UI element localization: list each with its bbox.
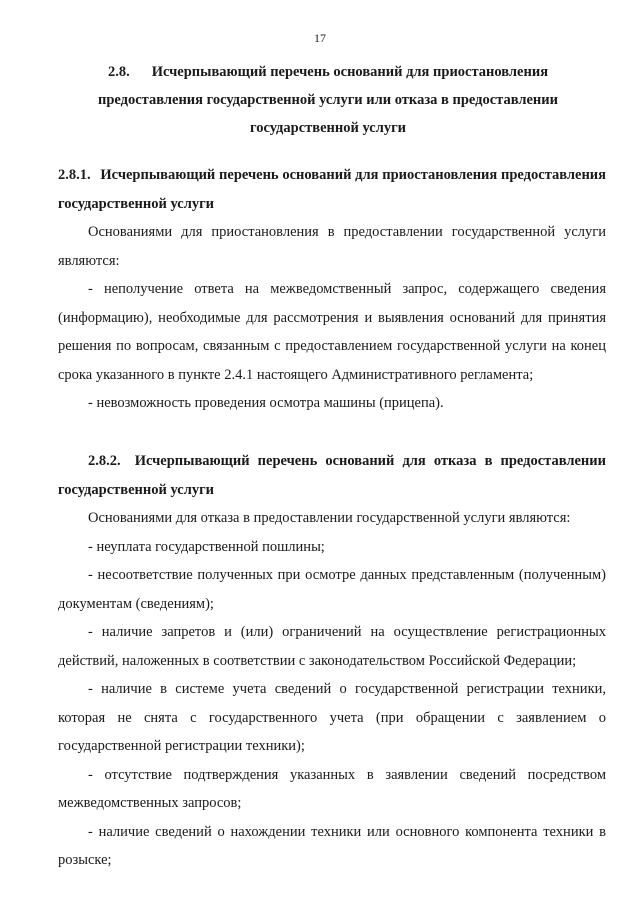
subsection-heading [58, 161, 606, 218]
list-item: - наличие сведений о нахождении техники или основного компонента техники в розыске; [58, 823, 606, 868]
list-item: - отсутствие подтверждения указанных в заявлении сведений посредством межведомственных запросов; [58, 766, 606, 811]
section-title: Исчерпывающий перечень оснований для приостановления предоставления государственной услуги или отказа в предоставлении государственной услуги [98, 64, 558, 136]
paragraph: Основаниями для приостановления в предоставлении государственной услуги являются: [58, 224, 606, 269]
list-item: - невозможность проведения осмотра машины (прицепа). [88, 395, 444, 411]
subsection-number: 2.8.2. [88, 453, 121, 469]
list-item: - неполучение ответа на межведомственный запрос, содержащего сведения (информацию), необходимые для рассмотрения и выявления оснований для принятия решения по вопросам, связанным с предоставлением государственной услуги на конец срока указанного в пункте 2.4.1 настоящего Административного регламента; [58, 281, 606, 383]
page-number: 17 [314, 31, 326, 45]
subsection-2-8-1 [58, 161, 606, 418]
subsection-number: 2.8.1. [58, 167, 91, 183]
subsection-2-8-2 [58, 447, 606, 875]
list-item: - неуплата государственной пошлины; [88, 538, 325, 555]
subsection-heading [58, 447, 606, 504]
list-item: - наличие в системе учета сведений о государственной регистрации техники, которая не снята с государственного учета (при обращении с заявлением о государственной регистрации техники); [58, 681, 606, 754]
section-number: 2.8. [107, 64, 130, 80]
list-item: - наличие запретов и (или) ограничений на осуществление регистрационных действий, наложенных в соответствии с законодательством Российской Федерации; [58, 624, 606, 669]
list-item: - несоответствие полученных при осмотре данных представленным (полученным) документам (сведениям); [58, 567, 606, 612]
subsection-title: Исчерпывающий перечень оснований для отказа в предоставлении государственной услуги [58, 453, 606, 498]
subsection-title: Исчерпывающий перечень оснований для приостановления предоставления государственной услуги [58, 167, 607, 212]
paragraph: Основаниями для отказа в предоставлении государственной услуги являются: [88, 510, 571, 526]
section-heading [78, 58, 578, 142]
